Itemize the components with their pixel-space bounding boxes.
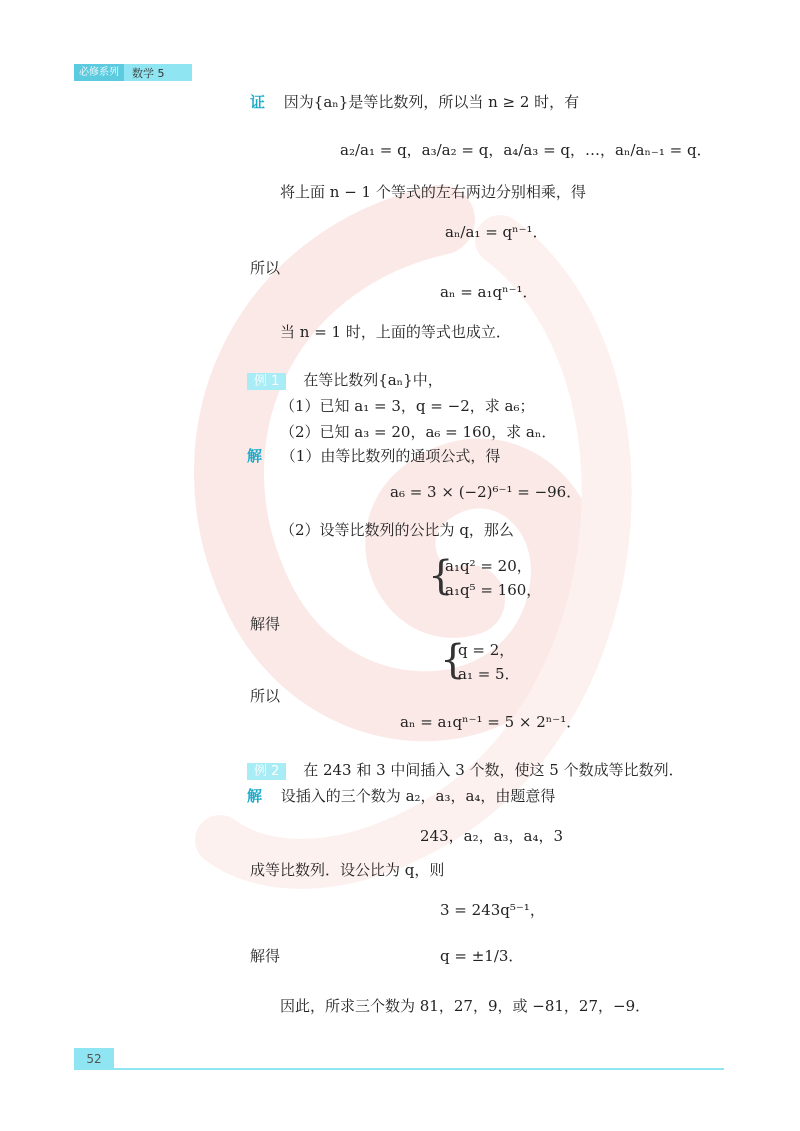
- proof-so: 所以: [250, 259, 281, 277]
- watermark-swirl: [140, 180, 660, 940]
- example2-seq: 243，a₂，a₃，a₄，3: [420, 827, 564, 845]
- proof-intro: [250, 92, 579, 112]
- page-header: [74, 64, 192, 81]
- series-label: 必修系列: [74, 64, 124, 81]
- example1-so: 所以: [250, 687, 281, 705]
- proof-equations: a₂/a₁ = q，a₃/a₂ = q，a₄/a₃ = q，…，aₙ/aₙ₋₁ = q．: [340, 141, 712, 159]
- example2-stem-row: [247, 760, 684, 782]
- example1-part1: （1）已知 a₁ = 3，q = −2，求 a₆；: [280, 397, 535, 415]
- example2-solution-row: [247, 786, 555, 806]
- example1-part2: （2）已知 a₃ = 20，a₆ = 160，求 aₙ．: [280, 423, 557, 441]
- subject-label: 数学 5: [132, 66, 165, 80]
- example2-eq: 3 = 243q⁵⁻¹，: [440, 901, 545, 919]
- example2-result: q = ±1/3．: [440, 947, 524, 965]
- system-brace-2: {: [440, 637, 466, 683]
- example2-conclusion: 因此，所求三个数为 81，27，9，或 −81，27，−9．: [280, 997, 651, 1015]
- example1-final: aₙ = a₁qⁿ⁻¹ = 5 × 2ⁿ⁻¹．: [400, 713, 582, 731]
- proof-eq3: aₙ = a₁qⁿ⁻¹．: [440, 283, 538, 301]
- example2-tag: 例 2: [247, 763, 286, 780]
- example1-sol2: （2）设等比数列的公比为 q，那么: [280, 521, 514, 539]
- footer-rule: [114, 1068, 724, 1070]
- example1-stem-row: [247, 370, 443, 392]
- example1-sol1-eq: a₆ = 3 × (−2)⁶⁻¹ = −96．: [390, 483, 582, 501]
- example2-sol-mark: 解: [247, 787, 263, 805]
- example2-sol1: 设插入的三个数为 a₂，a₃，a₄，由题意得: [280, 787, 556, 805]
- example2-line2: 成等比数列．设公比为 q，则: [250, 861, 445, 879]
- example1-sol-mark: 解: [247, 447, 263, 465]
- example1-sol1: （1）由等比数列的通项公式，得: [280, 447, 501, 465]
- system-brace-1: {: [428, 553, 454, 599]
- example1-tag: 例 1: [247, 373, 286, 390]
- example1-sys1-b: a₁q⁵ = 160，: [445, 581, 542, 599]
- example2-stem: 在 243 和 3 中间插入 3 个数，使这 5 个数成等比数列．: [303, 761, 684, 779]
- proof-line3: 当 n = 1 时，上面的等式也成立．: [280, 323, 511, 341]
- proof-mark: 证: [250, 93, 266, 111]
- example1-sys2-b: a₁ = 5．: [458, 665, 520, 683]
- example1-sys2-a: q = 2，: [458, 641, 515, 659]
- example2-get: 解得: [250, 947, 281, 965]
- example1-solution-row: [247, 446, 500, 466]
- example1-sys1-a: a₁q² = 20，: [445, 557, 532, 575]
- proof-line1: 因为{aₙ}是等比数列，所以当 n ≥ 2 时，有: [283, 93, 580, 111]
- page-number: 52: [74, 1048, 114, 1070]
- example1-stem: 在等比数列{aₙ}中，: [303, 371, 443, 389]
- example1-get: 解得: [250, 615, 281, 633]
- proof-eq2: aₙ/a₁ = qⁿ⁻¹．: [445, 223, 548, 241]
- proof-line2: 将上面 n − 1 个等式的左右两边分别相乘，得: [280, 183, 586, 201]
